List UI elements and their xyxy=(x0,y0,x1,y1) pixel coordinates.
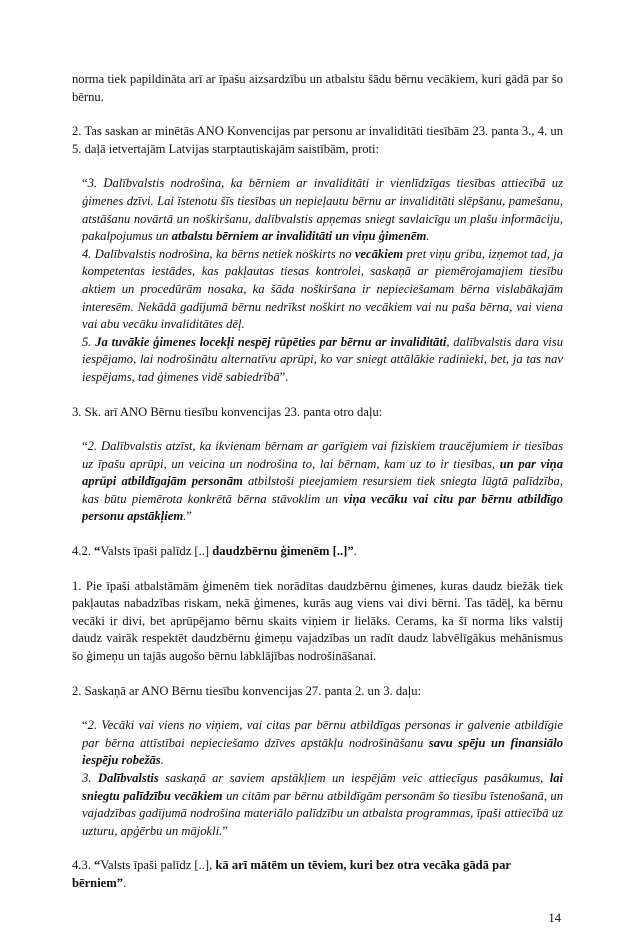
text-run: pret viņu gribu, izņemot tad, ja kompetentas iestādes, kas pakļautas tiesas kontrolei, saskaņā ar piemērojamajiem tiesību aktiem un procedūrām nosaka, ka šāda noškiršana ir nepieciešamam bērna vislabākajām interesēm. Nekādā gadījumā bērnu nedrīkst noškirt no vecākiem vai nu paša bērna, vai viena vai abu vecāku invaliditātes dēļ. xyxy=(82,246,564,332)
section-heading xyxy=(72,857,563,892)
text-run: ” xyxy=(186,509,192,524)
text-run: atbilstoši pieejamiem resursiem tiek sniegta lūgtā palīdzība, kas būtu piemērota konkrētā bērna stāvoklim un xyxy=(82,474,563,506)
text-run: Valsts īpaši palīdz [..], xyxy=(100,858,216,873)
paragraph xyxy=(72,578,563,666)
text-run: 3. Dalībvalstis nodrošina, ka bērniem ar invaliditāti ir vienlīdzīgas tiesības attiecībā uz ģimenes dzīvi. Lai īstenotu šīs tiesības un nepieļautu bērnu ar invaliditāti slēpšanu, pamešanu, atstāšanu novārtā un noškiršanu, dalībvalstis apņemas sniegt savlaicīgu un plašu informāciju, pakalpojumus un xyxy=(82,176,563,244)
text-run: 3. Sk. arī ANO Bērnu tiesību konvencijas 23. panta otro daļu: xyxy=(72,404,383,419)
bold-text: vecākiem xyxy=(354,246,404,261)
bold-text: Dalībvalstis xyxy=(97,771,159,785)
document-page xyxy=(72,0,563,947)
text-run: 3. xyxy=(82,771,98,785)
bold-text: “ xyxy=(94,544,101,559)
text-run: ”. xyxy=(279,369,289,384)
text-run: 4.3. xyxy=(72,858,95,873)
text-run: saskaņā ar saviem apstākļiem un iespējām veic attiecīgus pasākumus, xyxy=(158,771,550,785)
bold-text: un par viņa aprūpi atbildīgajām personām xyxy=(82,456,563,489)
text-run: . xyxy=(183,509,187,524)
text-run: norma tiek papildināta arī ar īpašu aizsardzību un atbalstu šādu bērnu vecākiem, kuri gādā par šo bērnu. xyxy=(72,72,563,104)
text-run: “ xyxy=(82,439,88,454)
text-run: “ xyxy=(82,718,88,733)
text-run: “ xyxy=(82,176,88,191)
paragraph xyxy=(72,71,563,106)
text-run: 2. Vecāki vai viens no viņiem, vai citas par bērnu atbildīgas personas ir galvenie atbildīgie par bērna attīstībai nepieciešamo dzīves apstākļu nodrošināšanu xyxy=(82,718,563,750)
text-run: un citām par bērnu atbildīgām personām šo tiesību īstenošanā, un vajadzības gadījumā nodrošina materiālo palīdzību un atbalsta programmas, īpaši attiecībā uz uzturu, apģērbu un mājokli. xyxy=(82,788,563,838)
bold-text: daudzbērnu ģimenēm [..]” xyxy=(212,544,354,559)
text-run: 2. Saskaņā ar ANO Bērnu tiesību konvencijas 27. panta 2. un 3. daļu: xyxy=(72,683,422,698)
bold-text: Ja tuvākie ģimenes locekļi nespēj rūpēties par bērnu ar invaliditāti xyxy=(95,334,447,349)
bold-text: savu spēju un finansiālo iespēju robežās xyxy=(82,735,563,768)
bold-text: lai sniegtu palīdzību vecākiem xyxy=(82,771,563,803)
block-quote xyxy=(82,438,563,526)
text-run: 2. Tas saskan ar minētās ANO Konvencijas par personu ar invaliditāti tiesībām 23. panta 3., 4. un 5. daļā ietvertajām Latvijas starptautiskajām saistībām, proti: xyxy=(72,124,563,156)
text-run: , dalībvalstis dara visu iespējamo, lai nodrošinātu alternatīvu aprūpi, ko var sniegt attālākie radinieki, bet, ja tas nav iespējams, tad ģimenes vidē sabiedrībā xyxy=(82,334,564,384)
bold-text: “ xyxy=(94,858,101,873)
text-run: ” xyxy=(222,823,228,838)
section-heading xyxy=(72,543,563,561)
paragraph xyxy=(72,123,563,158)
text-run: . xyxy=(123,875,127,890)
text-run: . xyxy=(426,229,430,244)
text-run: 4.2. xyxy=(72,544,95,559)
text-run: 5. xyxy=(82,334,96,349)
text-run: 1. Pie īpaši atbalstāmām ģimenēm tiek norādītas daudzbērnu ģimenes, kuras daudz biežāk tiek pakļautas nabadzības riskam, nekā ģimenes, kurās aug viens vai divi bērni. Tas tādēļ, ka bērnu vecāki ir divi, bet aprūpējamo bērnu skaits viņiem ir lielāks. Cerams, ka šī norma liks valstij daudz vairāk respektēt daudzbērnu ģimeņu vajadzības un radīt daudz labvēlīgākus mehānismus šo ģimeņu un tajās augošo bērnu labklājības nodrošināšanai. xyxy=(72,578,563,664)
block-quote xyxy=(82,175,563,386)
bold-text: atbalstu bērniem ar invaliditāti un viņu ģimenēm xyxy=(171,229,427,244)
bold-text: kā arī mātēm un tēviem, kuri bez otra vecāka gādā par bērniem” xyxy=(72,858,511,890)
text-run: 2. Dalībvalstis atzīst, ka ikvienam bērnam ar garīgiem vai fiziskiem traucējumiem ir tiesības uz īpašu aprūpi, un veicina un nodrošina to, lai bērnam, kam uz to ir tiesības, xyxy=(82,439,563,471)
text-run: 4. Dalībvalstis nodrošina, ka bērns netiek noškirts no xyxy=(82,246,355,261)
bold-text: viņa vecāku vai citu par bērnu atbildīgo personu apstākļiem xyxy=(82,491,563,524)
paragraph xyxy=(72,404,563,422)
document-page-body xyxy=(72,71,563,893)
text-run: . xyxy=(160,753,164,768)
page-number: 14 xyxy=(548,910,561,925)
text-run: . xyxy=(353,544,357,559)
text-run: Valsts īpaši palīdz [..] xyxy=(100,544,213,559)
paragraph xyxy=(72,683,563,701)
